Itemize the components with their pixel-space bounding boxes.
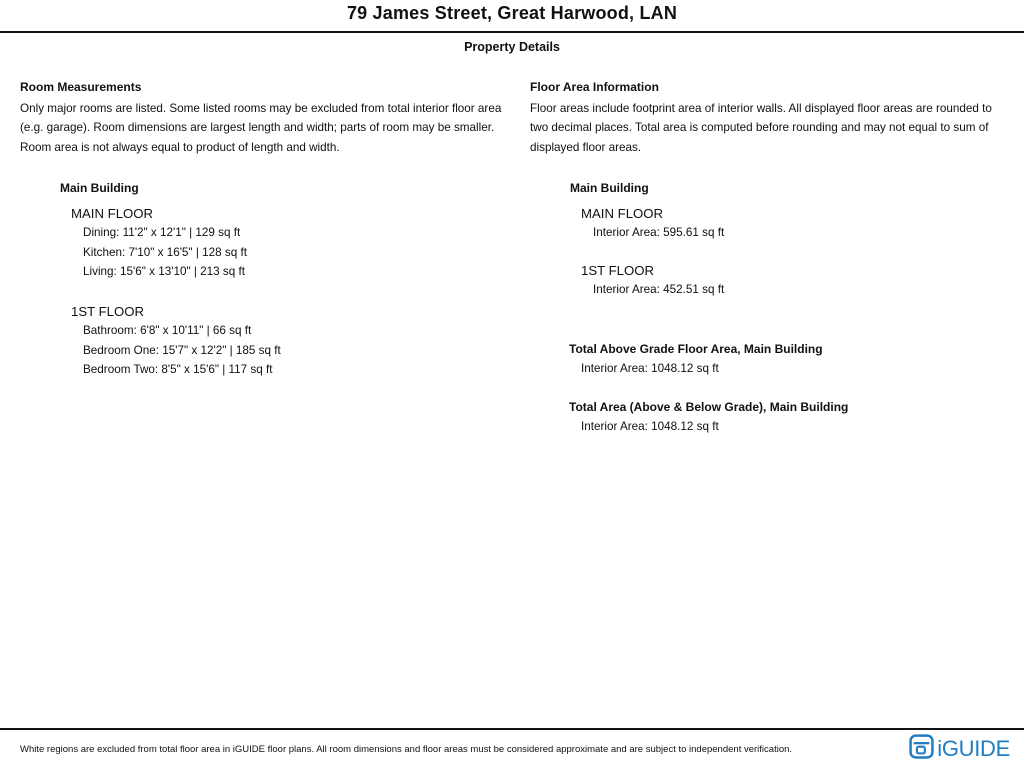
room-line: Living: 15'6" x 13'10" | 213 sq ft (83, 265, 245, 278)
page-footer (0, 728, 1024, 768)
interior-area: Interior Area: 1048.12 sq ft (581, 420, 719, 433)
room-line: Kitchen: 7'10" x 16'5" | 128 sq ft (83, 245, 247, 259)
total-above-below-grade-block (569, 398, 1024, 437)
iguide-camera-icon (909, 734, 934, 764)
floor-area-block-main-floor (581, 204, 1024, 243)
floor-area-heading: Floor Area Information (530, 80, 659, 94)
total-label: Total Area (Above & Below Grade), Main Building (569, 399, 849, 414)
building-name: Main Building (570, 181, 649, 195)
room-list (83, 223, 512, 282)
floor-block-main-floor (71, 204, 512, 282)
room-line: Bathroom: 6'8" x 10'11" | 66 sq ft (83, 324, 252, 337)
interior-area: Interior Area: 595.61 sq ft (593, 226, 725, 239)
room-measurements-description: Only major rooms are listed. Some listed rooms may be excluded from total interior floor area (e.g. garage). Room dimensions are largest length and width; parts of room may be smaller. Room area is not always equal to product of length and width. (20, 101, 502, 154)
interior-area: Interior Area: 452.51 sq ft (593, 283, 725, 296)
room-line: Bedroom Two: 8'5" x 15'6" | 117 sq ft (83, 363, 273, 376)
total-label: Total Above Grade Floor Area, Main Building (569, 341, 823, 356)
header-divider (0, 31, 1024, 33)
floor-name: 1ST FLOOR (71, 303, 145, 319)
footer-disclaimer: White regions are excluded from total floor area in iGUIDE floor plans. All room dimensions and floor areas must be considered approximate and are subject to independent verification. (20, 743, 793, 755)
iguide-logo-text: iGUIDE (937, 736, 1010, 761)
building-name: Main Building (60, 181, 139, 195)
total-above-grade-block (569, 340, 1024, 379)
floor-block-1st-floor (71, 302, 512, 380)
floor-name: MAIN FLOOR (581, 205, 664, 221)
page-title: 79 James Street, Great Harwood, LAN (346, 3, 678, 23)
floor-name: MAIN FLOOR (71, 205, 154, 221)
room-measurements-heading: Room Measurements (20, 80, 142, 94)
content-columns (0, 78, 1024, 437)
floor-area-description: Floor areas include footprint area of interior walls. All displayed floor areas are rounded to two decimal places. Total area is computed before rounding and may not equal to sum of displayed floor areas. (530, 101, 992, 154)
interior-area: Interior Area: 1048.12 sq ft (581, 362, 719, 375)
floor-area-block-1st-floor (581, 261, 1024, 300)
page-header (0, 0, 1024, 54)
page-subtitle: Property Details (464, 40, 560, 54)
iguide-logo (909, 734, 1010, 764)
room-line: Dining: 11'2" x 12'1" | 129 sq ft (83, 226, 241, 239)
room-line: Bedroom One: 15'7" x 12'2" | 185 sq ft (83, 343, 281, 357)
floor-area-information-section (512, 78, 1024, 437)
floor-name: 1ST FLOOR (581, 262, 655, 278)
room-list (83, 321, 512, 380)
room-measurements-section (0, 78, 512, 437)
